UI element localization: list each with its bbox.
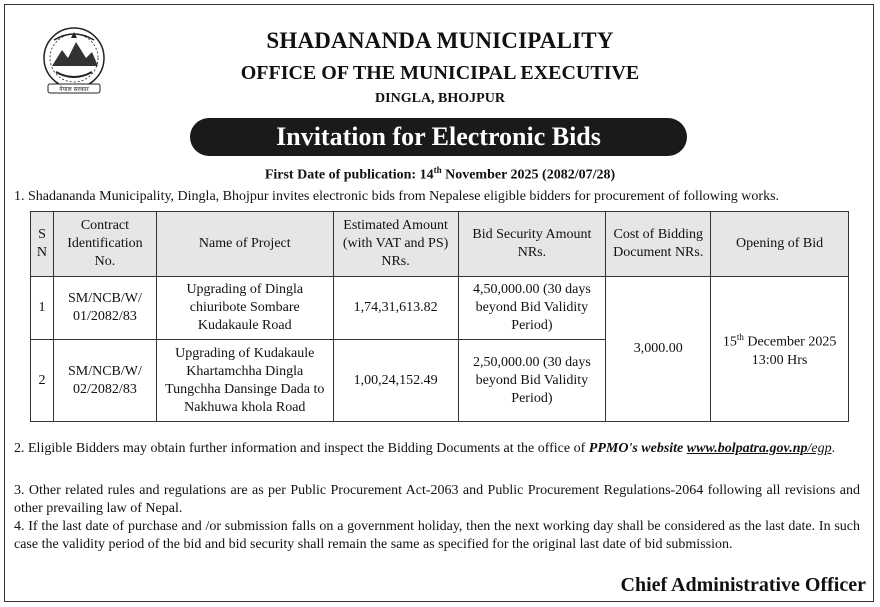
table-header-row [31,212,849,277]
signatory-title: Chief Administrative Officer [620,574,866,596]
header-opening: Opening of Bid [711,212,849,277]
office-name: OFFICE OF THE MUNICIPAL EXECUTIVE [240,62,640,84]
cell-sn: 2 [31,340,54,422]
clause-2: 2. Eligible Bidders may obtain further information and inspect the Bidding Documents at the office of PPMO's website www.bolpatra.gov.np/egp. [14,441,836,456]
clause-1: 1. Shadananda Municipality, Dingla, Bhojpur invites electronic bids from Nepalese eligible bidders for procurement of following works. [14,189,780,204]
clause-3: 3. Other related rules and regulations are as per Public Procurement Act-2063 and Public Procurement Regulations-2064 following all revisions and other prevailing law of Nepal. [14,483,860,516]
cell-contract: SM/NCB/W/ 01/2082/83 [53,277,156,340]
cell-opening: 15th December 2025 13:00 Hrs [711,277,849,422]
clause-4: 4. If the last date of purchase and /or submission falls on a government holiday, then the next working day shall be considered as the last date. In such case the validity period of the bid and bid security shall remain the same as specified for the original last date of bid submission. [14,519,860,552]
header-security: Bid Security Amount NRs. [458,212,606,277]
header-project: Name of Project [156,212,333,277]
table-row [31,277,849,340]
header-sn: S N [31,212,54,277]
cell-amount: 1,74,31,613.82 [333,277,458,340]
office-location: DINGLA, BHOJPUR [375,91,505,106]
emblem-ribbon-text: नेपाल सरकार [59,86,89,93]
cell-cost-shared: 3,000.00 [606,277,711,422]
cell-project: Upgrading of Dingla chiuribote Sombare Kudakaule Road [156,277,333,340]
publication-date: First Date of publication: 14th November 2025 (2082/07/28) [264,165,616,183]
cell-security: 2,50,000.00 (30 days beyond Bid Validity Period) [458,340,606,422]
cell-amount: 1,00,24,152.49 [333,340,458,422]
header-amount: Estimated Amount (with VAT and PS) NRs. [333,212,458,277]
cell-project: Upgrading of Kudakaule Khartamchha Dingla Tungchha Dansinge Dada to Nakhuwa khola Road [156,340,333,422]
header-cost: Cost of Bidding Document NRs. [606,212,711,277]
works-table [30,211,849,422]
cell-sn: 1 [31,277,54,340]
bolpatra-link[interactable]: www.bolpatra.gov.np/egp [686,441,832,456]
municipality-name: SHADANANDA MUNICIPALITY [266,28,614,53]
cell-security: 4,50,000.00 (30 days beyond Bid Validity Period) [458,277,606,340]
cell-contract: SM/NCB/W/ 02/2082/83 [53,340,156,422]
notice-title-banner: Invitation for Electronic Bids [190,118,687,156]
header-contract: Contract Identification No. [53,212,156,277]
